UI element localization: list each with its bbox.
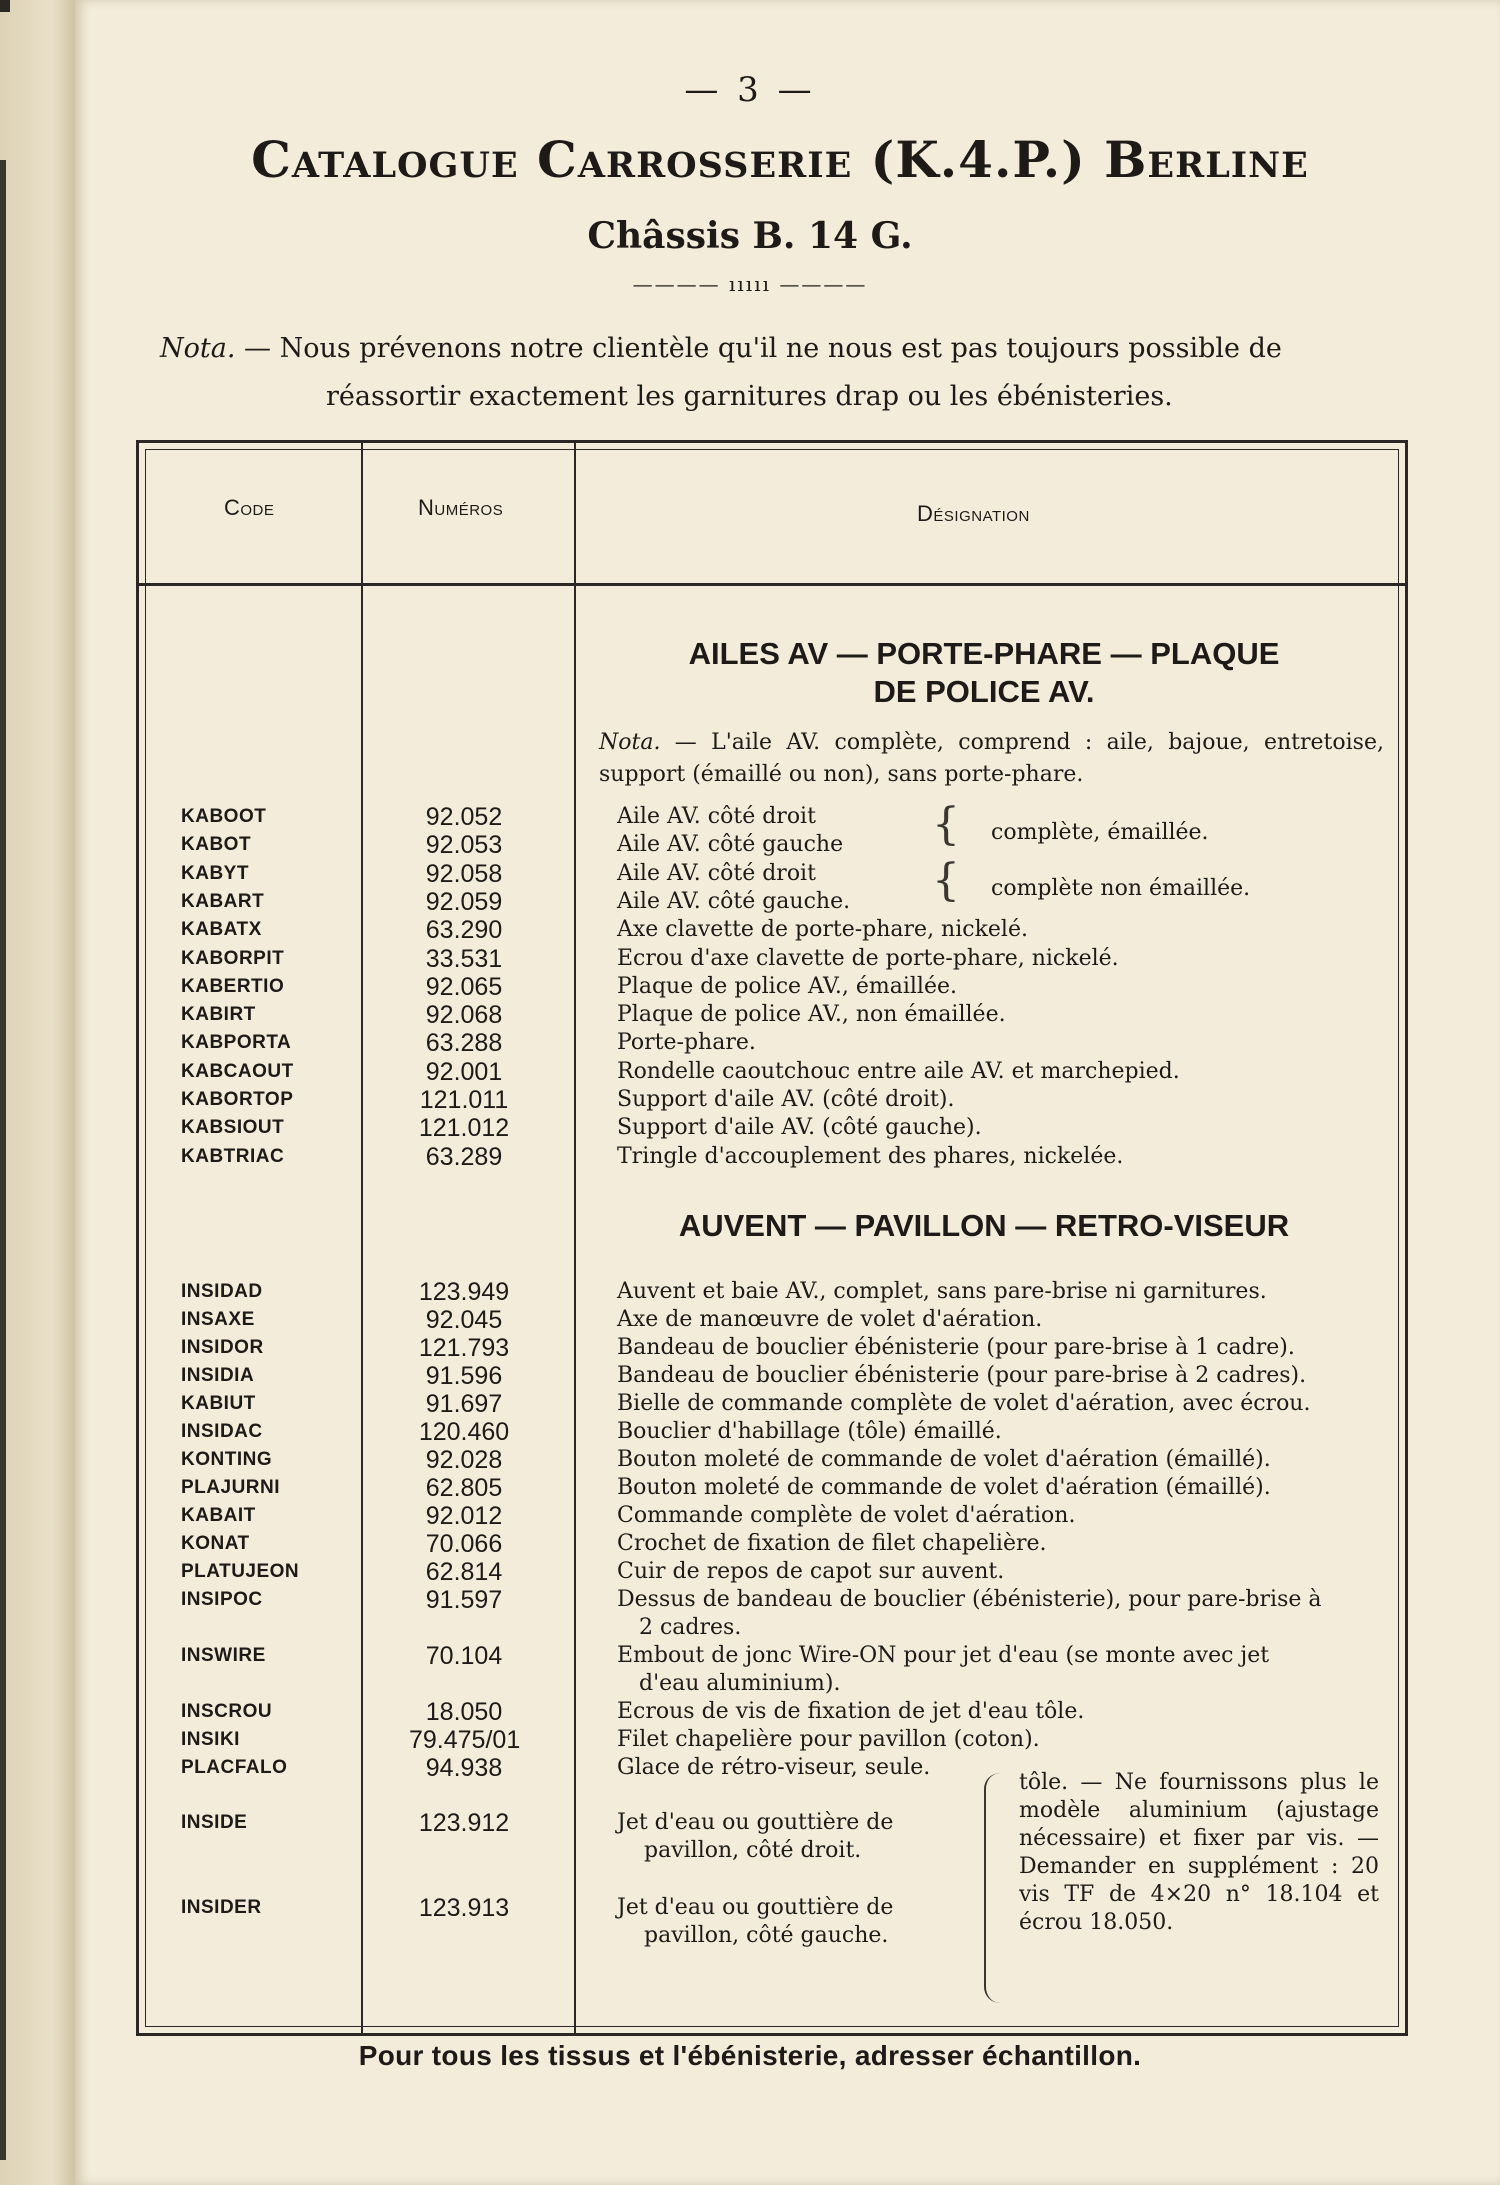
table-row: [139, 1029, 1389, 1057]
section-title-ailes-line-2: DE POLICE AV.: [873, 674, 1095, 709]
table-row: [139, 1502, 1389, 1530]
row-code: KABORTOP: [181, 1089, 294, 1110]
jet-note: tôle. — Ne fournissons plus le modèle aluminium (ajustage nécessaire) et fixer par vis. — Demander en supplément : 20 vis TF de 4×20 n° 18.104 et écrou 18.050.: [1019, 1770, 1379, 1935]
row-designation: Crochet de fixation de filet chapelière.: [617, 1531, 1047, 1556]
row-designation: Axe de manœuvre de volet d'aération.: [617, 1307, 1043, 1332]
row-designation: Dessus de bandeau de bouclier (ébénisterie), pour pare-brise à: [617, 1587, 1322, 1612]
row-designation: Filet chapelière pour pavillon (coton).: [617, 1727, 1040, 1752]
row-designation-continued: pavillon, côté gauche.: [644, 1923, 889, 1948]
row-designation: Rondelle caoutchouc entre aile AV. et marchepied.: [617, 1058, 1180, 1084]
row-number: 70.104: [425, 1642, 503, 1670]
row-number: 92.012: [425, 1502, 503, 1530]
row-number: 18.050: [425, 1698, 503, 1726]
edge-mark: [0, 0, 10, 12]
row-number: 92.052: [425, 803, 503, 831]
group-note-emaillee: complète, émaillée.: [991, 820, 1209, 845]
row-designation: Support d'aile AV. (côté droit).: [617, 1087, 955, 1112]
page-subtitle: Châssis B. 14 G.: [587, 215, 913, 257]
table-row: [139, 1418, 1389, 1446]
row-designation: Bouton moleté de commande de volet d'aération (émaillé).: [617, 1447, 1271, 1472]
row-designation: Aile AV. côté gauche.: [617, 888, 851, 914]
row-number: 62.814: [425, 1558, 503, 1586]
section-nota-label: Nota.: [599, 730, 661, 755]
row-number: 91.596: [425, 1362, 503, 1390]
section-nota-ailes: [599, 727, 1384, 791]
row-code: KABART: [181, 890, 265, 912]
row-designation: Plaque de police AV., non émaillée.: [617, 1002, 1006, 1028]
row-number: 121.793: [418, 1334, 510, 1362]
table-row: [139, 1726, 1389, 1754]
table-row: [139, 1446, 1389, 1474]
row-number: 94.938: [425, 1754, 503, 1782]
row-number: 120.460: [418, 1418, 510, 1446]
row-number: 92.001: [425, 1057, 503, 1086]
table-row: [139, 1474, 1389, 1502]
row-code: KABIUT: [181, 1393, 256, 1414]
section-title-ailes: [574, 635, 1394, 711]
page-edge: [0, 0, 75, 2185]
group-note-non-emaillee: complète non émaillée.: [991, 876, 1251, 901]
table-row: [139, 1143, 1389, 1171]
row-number: 91.697: [425, 1390, 503, 1418]
table-row: [139, 973, 1389, 1001]
row-designation: Ecrous de vis de fixation de jet d'eau tôle.: [617, 1699, 1085, 1724]
row-designation: Aile AV. côté gauche: [617, 832, 844, 858]
table-row: [139, 1334, 1389, 1362]
table-row: [139, 1558, 1389, 1586]
row-code: INSIDAC: [181, 1421, 263, 1442]
intro-nota-line-1: [160, 325, 1400, 373]
row-code: KABORPIT: [181, 947, 285, 969]
table-row: [139, 1114, 1389, 1142]
row-code: KONAT: [181, 1533, 250, 1554]
row-number: 123.912: [418, 1809, 510, 1837]
row-designation: Glace de rétro-viseur, seule.: [617, 1755, 931, 1780]
title-ornament: ———— ııııı ————: [632, 272, 868, 296]
row-designation: Bielle de commande complète de volet d'aération, avec écrou.: [617, 1391, 1311, 1416]
row-code: KABIRT: [181, 1004, 256, 1026]
table-row: [139, 1278, 1389, 1306]
row-code: INSCROU: [181, 1701, 273, 1722]
row-designation: Bouton moleté de commande de volet d'aération (émaillé).: [617, 1475, 1271, 1500]
row-designation: Jet d'eau ou gouttière de: [617, 1810, 894, 1835]
row-designation: Support d'aile AV. (côté gauche).: [617, 1115, 982, 1141]
row-number: 63.289: [425, 1142, 503, 1171]
row-number: 92.065: [425, 972, 503, 1001]
row-number: 92.045: [425, 1306, 503, 1334]
row-code: INSIKI: [181, 1729, 240, 1750]
table-row: [139, 1306, 1389, 1334]
row-code: INSIPOC: [181, 1589, 263, 1610]
edge-mark: [0, 160, 6, 2160]
intro-nota-text-1: — Nous prévenons notre clientèle qu'il ne nous est pas toujours possible de: [244, 333, 1282, 364]
table-row: [139, 945, 1389, 973]
column-divider-code: [361, 443, 363, 2033]
row-number: 91.597: [425, 1586, 503, 1614]
row-number: 92.059: [425, 887, 503, 916]
row-code: INSWIRE: [181, 1645, 266, 1666]
row-designation: Bandeau de bouclier ébénisterie (pour pare-brise à 2 cadres).: [617, 1363, 1307, 1388]
table-row: [139, 1698, 1389, 1726]
row-number: 63.288: [425, 1029, 503, 1058]
row-code: INSIDER: [181, 1897, 262, 1918]
row-code: KABATX: [181, 919, 262, 941]
row-code: KABOT: [181, 834, 252, 856]
row-number: 79.475/01: [409, 1726, 521, 1754]
row-designation: Aile AV. côté droit: [617, 860, 816, 886]
row-code: KABCAOUT: [181, 1060, 294, 1082]
table-row: [139, 1362, 1389, 1390]
row-code: KABYT: [181, 862, 249, 884]
table-row: [139, 1642, 1389, 1696]
row-designation: Bandeau de bouclier ébénisterie (pour pare-brise à 1 cadre).: [617, 1335, 1295, 1360]
row-code: INSAXE: [181, 1309, 255, 1330]
row-designation-continued: pavillon, côté droit.: [644, 1838, 862, 1863]
row-number: 121.012: [418, 1114, 510, 1143]
row-code: PLAJURNI: [181, 1477, 281, 1498]
header-designation: Désignation: [917, 501, 1030, 526]
row-designation: Aile AV. côté droit: [617, 804, 816, 829]
row-code: KABAIT: [181, 1505, 256, 1526]
row-designation: Ecrou d'axe clavette de porte-phare, nickelé.: [617, 945, 1119, 971]
footer-note: Pour tous les tissus et l'ébénisterie, adresser échantillon.: [358, 2040, 1142, 2071]
row-code: KABSIOUT: [181, 1117, 285, 1139]
row-designation-continued: d'eau aluminium).: [639, 1671, 841, 1696]
row-code: INSIDOR: [181, 1337, 264, 1358]
row-designation: Cuir de repos de capot sur auvent.: [617, 1559, 1005, 1584]
row-code: KABTRIAC: [181, 1145, 285, 1167]
header-code: Code: [224, 495, 275, 520]
table-row: [139, 1390, 1389, 1418]
row-number: 123.949: [418, 1278, 510, 1306]
row-number: 92.068: [425, 1001, 503, 1030]
brace-icon: {: [932, 855, 960, 906]
row-designation: Bouclier d'habillage (tôle) émaillé.: [617, 1419, 1002, 1444]
brace-icon: {: [932, 799, 960, 850]
row-code: PLACFALO: [181, 1757, 288, 1778]
row-number: 70.066: [425, 1530, 503, 1558]
row-number: 121.011: [419, 1086, 509, 1114]
header-divider: [139, 583, 1405, 586]
row-designation-continued: 2 cadres.: [639, 1615, 742, 1640]
row-code: PLATUJEON: [181, 1561, 300, 1582]
row-number: 92.053: [425, 831, 503, 860]
page-number: — 3 —: [684, 70, 816, 110]
row-designation: Commande complète de volet d'aération.: [617, 1503, 1076, 1528]
intro-nota-label: Nota.: [160, 333, 236, 364]
table-row: [139, 1001, 1389, 1029]
section-title-ailes-line-1: AILES AV — PORTE-PHARE — PLAQUE: [688, 636, 1280, 671]
brace-icon: [984, 1773, 1000, 2003]
row-number: 63.290: [425, 916, 503, 945]
row-designation: Axe clavette de porte-phare, nickelé.: [617, 917, 1028, 943]
intro-nota-text-2: réassortir exactement les garnitures drap ou les ébénisteries.: [326, 381, 1173, 412]
row-designation: Jet d'eau ou gouttière de: [617, 1895, 894, 1920]
row-code: KABPORTA: [181, 1032, 292, 1054]
row-code: KABOOT: [181, 806, 267, 827]
row-designation: Plaque de police AV., émaillée.: [617, 973, 958, 999]
row-designation: Auvent et baie AV., complet, sans pare-brise ni garnitures.: [617, 1279, 1267, 1304]
row-designation: Embout de jonc Wire-ON pour jet d'eau (se monte avec jet: [617, 1643, 1270, 1668]
table-row: [139, 1086, 1389, 1114]
row-number: 92.058: [425, 859, 503, 888]
table-row: [139, 1530, 1389, 1558]
row-code: INSIDAD: [181, 1281, 263, 1302]
row-number: 62.805: [425, 1474, 503, 1502]
row-number: 92.028: [425, 1446, 503, 1474]
section-title-auvent: AUVENT — PAVILLON — RETRO-VISEUR: [678, 1208, 1290, 1243]
section-nota-text: — L'aile AV. complète, comprend : aile, bajoue, entretoise, support (émaillé ou non), sans porte-phare.: [599, 730, 1384, 787]
page-title: Catalogue Carrosserie (K.4.P.) Berline: [251, 130, 1309, 189]
row-number: 33.531: [425, 944, 503, 973]
table-row: [139, 1058, 1389, 1086]
row-designation: Tringle d'accouplement des phares, nickelée.: [617, 1143, 1124, 1169]
table-row: [139, 916, 1389, 944]
row-code: KABERTIO: [181, 975, 285, 997]
row-number: 123.913: [418, 1894, 510, 1922]
table-row: [139, 1586, 1389, 1640]
row-code: INSIDIA: [181, 1365, 255, 1386]
intro-nota: [160, 325, 1400, 421]
row-designation: Porte-phare.: [617, 1030, 756, 1056]
catalogue-table: [136, 440, 1408, 2036]
row-code: INSIDE: [181, 1812, 248, 1833]
row-code: KONTING: [181, 1449, 273, 1470]
header-numeros: Numéros: [418, 495, 504, 520]
